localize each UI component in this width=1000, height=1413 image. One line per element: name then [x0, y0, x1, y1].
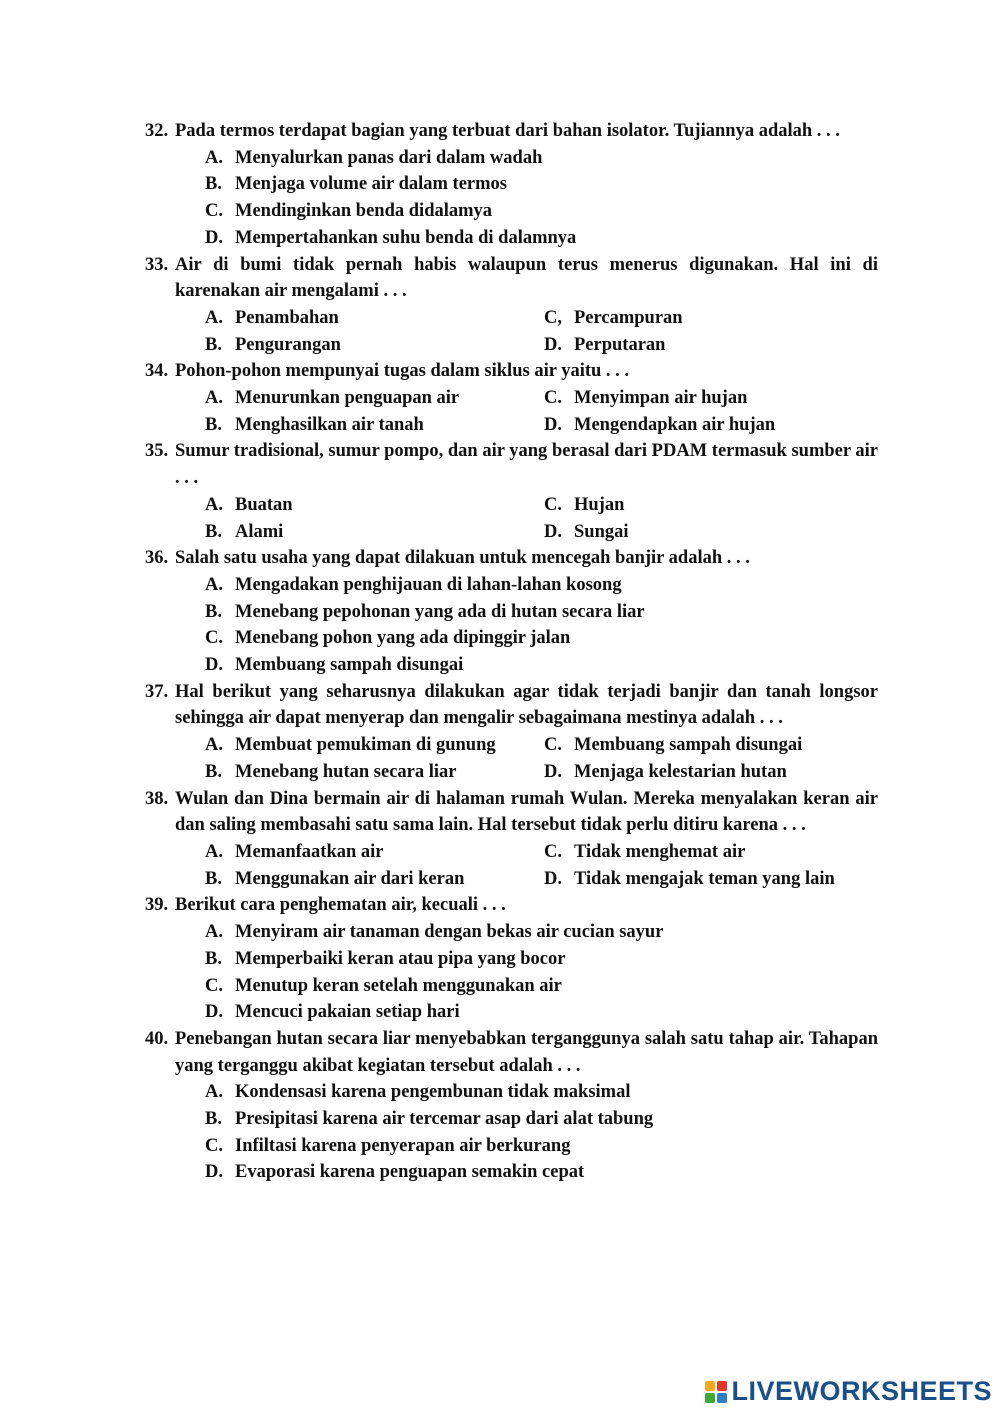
option-text: Presipitasi karena air tercemar asap dari alat tabung: [235, 1109, 654, 1130]
option-letter: C.: [544, 388, 562, 409]
option-letter: D.: [544, 521, 562, 542]
question-row: [145, 358, 878, 385]
answer-options: [145, 572, 878, 679]
question-text: Hal berikut yang seharusnya dilakukan agar tidak terjadi banjir dan tanah longsor sehingga air dapat menyerap dan mengalir sebagaimana mestinya adalah . . .: [175, 681, 878, 729]
option-letter: B.: [205, 334, 222, 355]
option-text: Mempertahankan suhu benda di dalamnya: [235, 227, 577, 248]
option-text: Mendinginkan benda didalamya: [235, 201, 493, 222]
answer-option: [205, 1133, 878, 1160]
question-number: 39.: [145, 895, 169, 916]
option-text: Membuat pemukiman di gunung: [235, 735, 496, 756]
answer-option: [544, 492, 878, 519]
option-text: Memperbaiki keran atau pipa yang bocor: [235, 948, 566, 969]
option-letter: B.: [205, 761, 222, 782]
option-letter: D.: [205, 1162, 223, 1183]
option-letter: A.: [205, 494, 223, 515]
answer-option: [205, 1079, 878, 1106]
option-text: Mengadakan penghijauan di lahan-lahan kosong: [235, 574, 622, 595]
option-text: Membuang sampah disungai: [574, 735, 803, 756]
logo-square: [705, 1393, 715, 1403]
answer-option: [544, 519, 878, 546]
option-text: Buatan: [235, 494, 293, 515]
option-text: Tidak menghemat air: [574, 841, 746, 862]
option-letter: A.: [205, 735, 223, 756]
option-text: Menebang hutan secara liar: [235, 761, 457, 782]
answer-option: [205, 332, 544, 359]
answer-option: [544, 332, 878, 359]
option-letter: B.: [205, 868, 222, 889]
answer-option: [205, 946, 878, 973]
question-number: 38.: [145, 788, 169, 809]
option-text: Percampuran: [574, 307, 683, 328]
question-text: Wulan dan Dina bermain air di halaman rumah Wulan. Mereka menyalakan keran air dan saling membasahi satu sama lain. Hal tersebut tidak perlu ditiru karena . . .: [175, 788, 878, 836]
question-number: 33.: [145, 254, 169, 275]
question-row: [145, 1026, 878, 1079]
option-text: Kondensasi karena pengembunan tidak maksimal: [235, 1082, 631, 1103]
question-37: [145, 679, 878, 786]
question-row: [145, 545, 878, 572]
option-letter: A.: [205, 388, 223, 409]
option-letter: A.: [205, 841, 223, 862]
option-letter: B.: [205, 521, 222, 542]
option-text: Mencuci pakaian setiap hari: [235, 1002, 460, 1023]
answer-options: [145, 919, 878, 1026]
answer-options: [145, 492, 878, 545]
option-letter: A.: [205, 307, 223, 328]
answer-option: [205, 973, 878, 1000]
answer-option: [205, 492, 544, 519]
question-text: Salah satu usaha yang dapat dilakuan untuk mencegah banjir adalah . . .: [175, 548, 750, 569]
option-letter: B.: [205, 1109, 222, 1130]
option-text: Menjaga volume air dalam termos: [235, 174, 507, 195]
answer-option: [205, 759, 544, 786]
option-letter: C.: [205, 1135, 223, 1156]
option-letter: A.: [205, 1082, 223, 1103]
option-text: Menyimpan air hujan: [574, 388, 748, 409]
answer-option: [205, 171, 878, 198]
option-text: Tidak mengajak teman yang lain: [574, 868, 835, 889]
question-number: 40.: [145, 1028, 169, 1049]
answer-option: [544, 412, 878, 439]
option-letter: C.: [205, 975, 223, 996]
option-letter: C.: [205, 201, 223, 222]
option-text: Menjaga kelestarian hutan: [574, 761, 787, 782]
option-text: Mengendapkan air hujan: [574, 414, 776, 435]
question-text: Penebangan hutan secara liar menyebabkan terganggunya salah satu tahap air. Tahapan yang terganggu akibat kegiatan tersebut adalah . . .: [175, 1028, 878, 1076]
answer-option: [205, 1159, 878, 1186]
option-text: Menghasilkan air tanah: [235, 414, 424, 435]
option-letter: B.: [205, 601, 222, 622]
answer-options: [145, 305, 878, 358]
answer-option: [205, 652, 878, 679]
answer-options: [145, 839, 878, 892]
answer-option: [205, 866, 544, 893]
option-text: Perputaran: [574, 334, 666, 355]
question-36: [145, 545, 878, 679]
logo-squares-icon: [705, 1381, 727, 1403]
question-text: Sumur tradisional, sumur pompo, dan air yang berasal dari PDAM termasuk sumber air . . .: [175, 441, 878, 489]
option-text: Menurunkan penguapan air: [235, 388, 460, 409]
answer-option: [544, 839, 878, 866]
question-row: [145, 118, 878, 145]
question-row: [145, 252, 878, 305]
answer-options: [145, 732, 878, 785]
answer-option: [205, 999, 878, 1026]
question-38: [145, 786, 878, 893]
option-letter: D.: [544, 868, 562, 889]
question-row: [145, 679, 878, 732]
answer-option: [205, 145, 878, 172]
worksheet-document: [145, 118, 878, 1186]
answer-option: [205, 225, 878, 252]
answer-option: [205, 385, 544, 412]
answer-option: [544, 385, 878, 412]
answer-option: [544, 866, 878, 893]
option-text: Menyiram air tanaman dengan bekas air cucian sayur: [235, 922, 664, 943]
answer-option: [205, 839, 544, 866]
answer-option: [205, 412, 544, 439]
question-33: [145, 252, 878, 359]
option-text: Evaporasi karena penguapan semakin cepat: [235, 1162, 585, 1183]
option-letter: D.: [205, 227, 223, 248]
question-35: [145, 438, 878, 545]
answer-options: [145, 145, 878, 252]
option-letter: A.: [205, 574, 223, 595]
answer-option: [205, 1106, 878, 1133]
option-letter: A.: [205, 922, 223, 943]
question-number: 36.: [145, 548, 169, 569]
answer-option: [544, 305, 878, 332]
answer-options: [145, 1079, 878, 1186]
option-letter: D.: [544, 334, 562, 355]
option-text: Hujan: [574, 494, 625, 515]
question-number: 37.: [145, 681, 169, 702]
option-letter: B.: [205, 948, 222, 969]
option-letter: D.: [205, 1002, 223, 1023]
option-text: Alami: [235, 521, 284, 542]
option-text: Menyalurkan panas dari dalam wadah: [235, 147, 543, 168]
answer-option: [205, 625, 878, 652]
answer-option: [205, 305, 544, 332]
question-row: [145, 438, 878, 491]
logo-text: LIVEWORKSHEETS: [731, 1376, 992, 1406]
question-number: 32.: [145, 121, 169, 141]
question-text: Pohon-pohon mempunyai tugas dalam siklus air yaitu . . .: [175, 361, 630, 382]
answer-option: [205, 919, 878, 946]
question-34: [145, 358, 878, 438]
answer-option: [544, 759, 878, 786]
answer-option: [205, 572, 878, 599]
option-text: Sungai: [574, 521, 629, 542]
question-40: [145, 1026, 878, 1186]
option-text: Pengurangan: [235, 334, 341, 355]
answer-option: [544, 732, 878, 759]
logo-square: [717, 1381, 727, 1391]
option-letter: C,: [544, 307, 562, 328]
question-text: Pada termos terdapat bagian yang terbuat dari bahan isolator. Tujiannya adalah . . .: [175, 121, 840, 141]
question-text: Air di bumi tidak pernah habis walaupun terus menerus digunakan. Hal ini di karenakan air mengalami . . .: [175, 254, 878, 302]
option-text: Menggunakan air dari keran: [235, 868, 465, 889]
option-letter: C.: [544, 735, 562, 756]
answer-option: [205, 732, 544, 759]
option-text: Infiltasi karena penyerapan air berkurang: [235, 1135, 571, 1156]
answer-option: [205, 599, 878, 626]
option-text: Memanfaatkan air: [235, 841, 384, 862]
option-letter: C.: [544, 841, 562, 862]
question-39: [145, 892, 878, 1026]
answer-options: [145, 385, 878, 438]
option-letter: D.: [544, 414, 562, 435]
option-letter: C.: [205, 628, 223, 649]
liveworksheets-logo: [705, 1376, 992, 1407]
option-letter: C.: [544, 494, 562, 515]
option-letter: B.: [205, 414, 222, 435]
option-text: Menebang pepohonan yang ada di hutan secara liar: [235, 601, 645, 622]
answer-option: [205, 198, 878, 225]
question-32: [145, 118, 878, 252]
option-text: Menutup keran setelah menggunakan air: [235, 975, 562, 996]
option-text: Penambahan: [235, 307, 339, 328]
question-number: 35.: [145, 441, 169, 462]
logo-square: [705, 1381, 715, 1391]
option-letter: D.: [205, 655, 223, 676]
option-letter: A.: [205, 147, 223, 168]
option-letter: B.: [205, 174, 222, 195]
logo-square: [717, 1393, 727, 1403]
option-letter: D.: [544, 761, 562, 782]
option-text: Menebang pohon yang ada dipinggir jalan: [235, 628, 571, 649]
answer-option: [205, 519, 544, 546]
question-row: [145, 892, 878, 919]
question-row: [145, 786, 878, 839]
question-text: Berikut cara penghematan air, kecuali . . .: [175, 895, 506, 916]
option-text: Membuang sampah disungai: [235, 655, 464, 676]
question-number: 34.: [145, 361, 169, 382]
